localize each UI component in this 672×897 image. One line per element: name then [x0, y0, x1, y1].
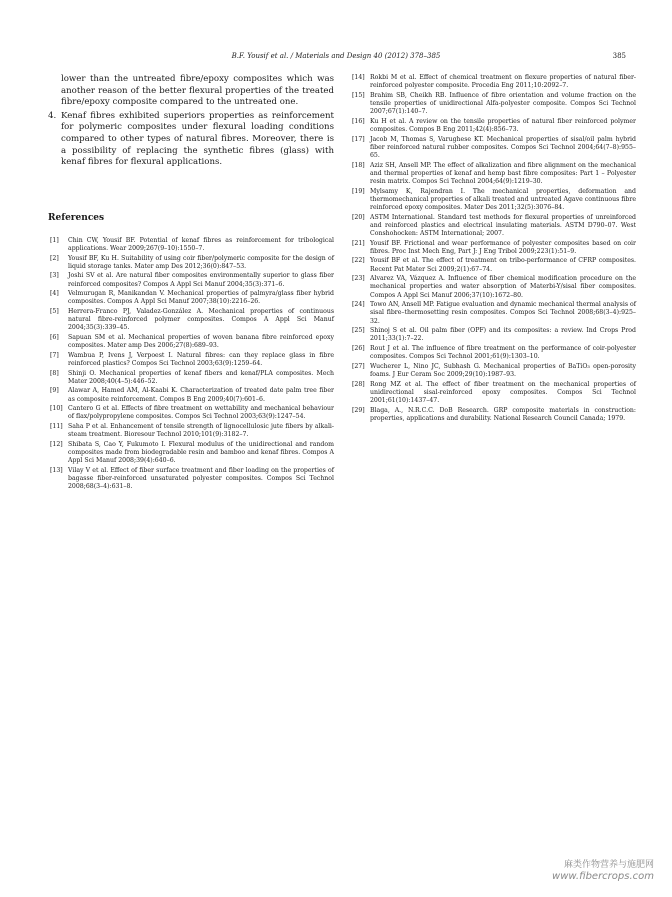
reference-number: [2]: [50, 254, 59, 262]
reference-text: Saha P et al. Enhancement of tensile strength of lignocellulosic jute fibers by alkali-steam treatment. Bioresour Technol 2010;101(9):3182–7.: [68, 422, 334, 439]
reference-number: [15]: [352, 91, 365, 99]
reference-text: Cantero G et al. Effects of fibre treatment on wettability and mechanical behaviour of flax/polypropylene composites. Compos Sci Technol 2003;63(9):1247–54.: [68, 405, 334, 421]
reference-item: [350, 407, 636, 423]
reference-text: Shinoj S et al. Oil palm fiber (OPF) and its composites: a review. Ind Crops Prod 2011;33(1):7–22.: [370, 327, 636, 343]
reference-number: [4]: [50, 290, 59, 298]
reference-item: [350, 92, 636, 117]
reference-item: [350, 301, 636, 326]
reference-text: Alvarez VA, Vázquez A. Influence of fiber chemical modification procedure on the mechanical properties and water absorption of Materbi-Y/sisal fiber composites. Compos A Appl Sci Manuf 2006;37(10):1672–80.: [370, 275, 636, 299]
reference-number: [21]: [352, 239, 365, 247]
reference-item: [350, 345, 636, 361]
reference-text: Shinji O. Mechanical properties of kenaf fibers and kenaf/PLA composites. Mech Mater 2008;40(4–5):446–52.: [68, 369, 334, 385]
reference-number: [13]: [50, 466, 63, 474]
reference-text: Towo AN, Ansell MP. Fatigue evaluation and dynamic mechanical thermal analysis of sisal fibre–thermosetting resin composites. Compos Sci Technol 2008;68(3–4):925–32.: [370, 301, 636, 325]
reference-number: [25]: [352, 327, 365, 335]
right-column: [350, 74, 636, 424]
list-number: 4.: [48, 110, 57, 121]
reference-item: [48, 467, 334, 492]
reference-item: [48, 370, 334, 386]
reference-number: [24]: [352, 301, 365, 309]
reference-text: Aziz SH, Ansell MP. The effect of alkalization and fibre alignment on the mechanical and thermal properties of kenaf and hemp bast fibre composites: Part 1 – Polyester resin matrix. Compos Sci Technol 2004;64(9):1219–30.: [370, 161, 636, 185]
reference-item: [48, 237, 334, 253]
reference-item: [48, 290, 334, 306]
reference-text: Joshi SV et al. Are natural fiber composites environmentally superior to glass fiber reinforced composites? Compos A Appl Sci Manuf 2004;35(3):371–6.: [68, 272, 334, 288]
reference-item: [48, 272, 334, 288]
reference-text: Yousif BF et al. The effect of treatment on tribo-performance of CFRP composites. Recent Pat Mater Sci 2009;2(1):67–74.: [370, 257, 636, 273]
reference-text: Herrera-Franco PJ, Valadez-González A. Mechanical properties of continuous natural fibre-reinforced polymer composites. Compos A Appl Sci Manuf 2004;35(3):339–45.: [68, 307, 334, 332]
reference-item: [48, 334, 334, 350]
reference-number: [12]: [50, 440, 63, 448]
references-heading: References: [48, 212, 105, 223]
reference-text: Alawar A, Hamed AM, Al-Kaabi K. Characterization of treated date palm tree fiber as composite reinforcement. Compos B Eng 2009;40(7):601–6.: [68, 387, 334, 403]
reference-item: [350, 74, 636, 90]
reference-number: [6]: [50, 333, 59, 341]
watermark-url: www.fibercrops.com: [552, 871, 654, 882]
reference-item: [350, 327, 636, 343]
reference-item: [350, 257, 636, 273]
reference-text: Vilay V et al. Effect of fiber surface treatment and fiber loading on the properties of bagasse fiber-reinforced unsaturated polyester composites. Compos Sci Technol 2008;68(3–4):631–8.: [68, 466, 334, 491]
reference-text: Sapuan SM et al. Mechanical properties of woven banana fibre reinforced epoxy composites. Mater amp Des 2006;27(8):689–93.: [68, 333, 334, 350]
reference-number: [17]: [352, 135, 365, 143]
reference-text: ASTM International. Standard test methods for flexural properties of unreinforced and reinforced plastics and electrical insulating materials. ASTM D790–07. West Conshohocken: ASTM International; 2007.: [370, 213, 636, 237]
reference-item: [48, 352, 334, 368]
reference-item: [48, 255, 334, 271]
list-text: Kenaf fibres exhibited superiors properties as reinforcement for polymeric composites under flexural loading conditions compared to other types of natural fibres. Moreover, there is a possibility of replacing the synthetic fibres (glass) with kenaf fibres for flexural applications.: [61, 110, 334, 168]
reference-item: [350, 162, 636, 187]
reference-item: [48, 387, 334, 403]
reference-text: Yousif BF, Ku H. Suitability of using coir fiber/polymeric composite for the design of liquid storage tanks. Mater amp Des 2012;36(0):847–53.: [68, 254, 334, 270]
left-column: [48, 74, 334, 493]
reference-number: [23]: [352, 275, 365, 283]
reference-number: [11]: [50, 422, 63, 430]
reference-item: [350, 240, 636, 256]
reference-text: Wucherer L, Nino JC, Subhash G. Mechanical properties of BaTiO₃ open-porosity foams. J Eur Ceram Soc 2009;29(10):1987–93.: [370, 362, 636, 378]
reference-number: [7]: [50, 351, 59, 359]
reference-text: Mylsamy K, Rajendran I. The mechanical properties, deformation and thermomechanical properties of alkali treated and untreated Agave continuous fibre reinforced epoxy composites. Mater Des 2011;32(5):3076–84.: [370, 187, 636, 211]
conclusion-item-4: [48, 111, 334, 169]
watermark: [552, 859, 654, 883]
reference-number: [16]: [352, 117, 365, 125]
reference-text: Chin CW, Yousif BF. Potential of kenaf fibres as reinforcement for tribological applications. Wear 2009;267(9–10):1550–7.: [68, 236, 334, 252]
reference-text: Rout J et al. The influence of fibre treatment on the performance of coir-polyester composites. Compos Sci Technol 2001;61(9):1303–10.: [370, 344, 636, 361]
reference-item: [48, 405, 334, 421]
reference-item: [350, 188, 636, 213]
reference-text: Shibata S, Cao Y, Fukumoto I. Flexural modulus of the unidirectional and random composites made from biodegradable resin and bamboo and kenaf fibres. Compos A Appl Sci Manuf 2008;39(4):640–6.: [68, 440, 334, 465]
reference-number: [1]: [50, 236, 59, 244]
reference-item: [48, 441, 334, 466]
running-header: B.F. Yousif et al. / Materials and Design 40 (2012) 378–385: [231, 52, 441, 60]
watermark-text: 麻类作物营养与施肥网: [563, 860, 654, 870]
reference-text: Yousif BF. Frictional and wear performance of polyester composites based on coir fibres. Proc Inst Mech Eng, Part J: J Eng Tribol 2009;223(1):51–9.: [370, 239, 636, 255]
reference-text: Brahim SB, Cheikh RB. Influence of fibre orientation and volume fraction on the tensile properties of unidirectional Alfa-polyester composite. Compos Sci Technol 2007;67(1):140–7.: [370, 91, 636, 116]
reference-text: Rokbi M et al. Effect of chemical treatment on flexure properties of natural fiber-reinforced polyester composite. Procedia Eng 2011;10:2092–7.: [370, 74, 636, 90]
reference-number: [5]: [50, 307, 59, 315]
reference-text: Blaga, A., N.R.C.C. DoB Research. GRP composite materials in construction: properties, applications and durability. National Research Council Canada; 1979.: [370, 406, 636, 422]
reference-number: [8]: [50, 369, 59, 377]
page-number: 385: [612, 52, 626, 60]
reference-number: [9]: [50, 387, 59, 395]
reference-text: Wambua P, Ivens J, Verpoest I. Natural fibres: can they replace glass in fibre reinforced plastics? Compos Sci Technol 2003;63(9):1259–64.: [68, 351, 334, 367]
reference-number: [28]: [352, 380, 365, 388]
reference-number: [20]: [352, 213, 365, 221]
reference-item: [48, 423, 334, 439]
reference-item: [350, 118, 636, 134]
reference-number: [3]: [50, 272, 59, 280]
reference-item: [350, 381, 636, 406]
reference-item: [350, 363, 636, 379]
reference-number: [22]: [352, 257, 365, 265]
reference-text: Velmurugan R, Manikandan V. Mechanical properties of palmyra/glass fiber hybrid composites. Compos A Appl Sci Manuf 2007;38(10):2216–26.: [68, 290, 334, 306]
reference-text: Rong MZ et al. The effect of fiber treatment on the mechanical properties of unidirectional sisal-reinforced epoxy composites. Compos Sci Technol 2001;61(10):1437–47.: [370, 380, 636, 404]
reference-number: [10]: [50, 405, 63, 413]
references-list-right: [350, 74, 636, 423]
reference-item: [350, 275, 636, 300]
continued-paragraph: lower than the untreated fibre/epoxy composites which was another reason of the better flexural properties of the treated fibre/epoxy composite compared to the untreated one.: [61, 74, 334, 108]
reference-item: [48, 308, 334, 333]
reference-number: [29]: [352, 406, 365, 414]
references-list-left: [48, 237, 334, 492]
reference-number: [19]: [352, 187, 365, 195]
reference-text: Jacob M, Thomas S, Varughese KT. Mechanical properties of sisal/oil palm hybrid fiber reinforced natural rubber composites. Compos Sci Technol 2004;64(7–8):955–65.: [370, 135, 636, 159]
reference-item: [350, 214, 636, 239]
reference-text: Ku H et al. A review on the tensile properties of natural fiber reinforced polymer composites. Compos B Eng 2011;42(4):856–73.: [370, 117, 636, 133]
reference-number: [18]: [352, 161, 365, 169]
reference-item: [350, 136, 636, 161]
reference-number: [14]: [352, 74, 365, 81]
reference-number: [27]: [352, 362, 365, 370]
reference-number: [26]: [352, 344, 365, 352]
